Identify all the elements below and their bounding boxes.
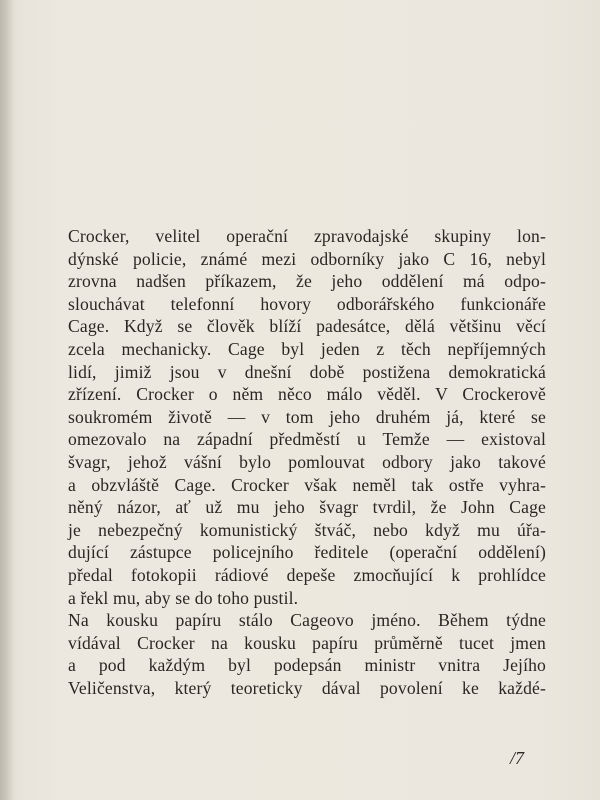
- text-line: dující zástupce policejního ředitele (operační oddělení): [68, 542, 546, 563]
- text-line: Cage. Když se člověk blíží padesátce, dělá většinu věcí: [68, 316, 546, 337]
- text-line: dýnské policie, známé mezi odborníky jako C 16, nebyl: [68, 248, 546, 269]
- text-line: zrovna nadšen příkazem, že jeho oddělení má odpo-: [68, 271, 546, 292]
- page-gutter-shadow: [0, 0, 14, 800]
- paragraph-2: [68, 609, 546, 699]
- text-line: slouchávat telefonní hovory odborářského funkcionáře: [68, 293, 546, 314]
- text-line: lidí, jimiž jsou v dnešní době postižena demokratická: [68, 361, 546, 382]
- text-line: Veličenstva, který teoreticky dával povolení ke každé-: [68, 677, 546, 698]
- text-line: Crocker, velitel operační zpravodajské skupiny lon-: [68, 226, 546, 246]
- text-line: švagr, jehož vášní bylo pomlouvat odbory jako takové: [68, 451, 546, 472]
- text-line: zřízení. Crocker o něm něco málo věděl. V Crockerově: [68, 384, 546, 405]
- text-line: a řekl mu, aby se do toho pustil.: [68, 587, 299, 608]
- text-line: soukromém životě — v tom jeho druhém já, které se: [68, 406, 546, 427]
- text-line: Na kousku papíru stálo Cageovo jméno. Během týdne: [68, 610, 546, 631]
- text-line: předal fotokopii rádiové depeše zmocňující k prohlídce: [68, 564, 546, 585]
- text-line: vídával Crocker na kousku papíru průměrně tucet jmen: [68, 632, 546, 653]
- page-number: /7: [510, 748, 525, 768]
- body-text: [68, 225, 546, 699]
- text-line: něný názor, ať už mu jeho švagr tvrdil, že John Cage: [68, 497, 546, 518]
- text-line: a pod každým byl podepsán ministr vnitra Jejího: [68, 655, 546, 676]
- paragraph-1: [68, 225, 546, 609]
- text-line: omezovalo na západní předměstí u Temže — existoval: [68, 429, 546, 450]
- text-line: a obzvláště Cage. Crocker však neměl tak ostře vyhra-: [68, 474, 546, 495]
- text-line: zcela mechanicky. Cage byl jeden z těch nepříjemných: [68, 338, 546, 359]
- text-line: je nebezpečný komunistický štváč, nebo když mu úřa-: [68, 519, 546, 540]
